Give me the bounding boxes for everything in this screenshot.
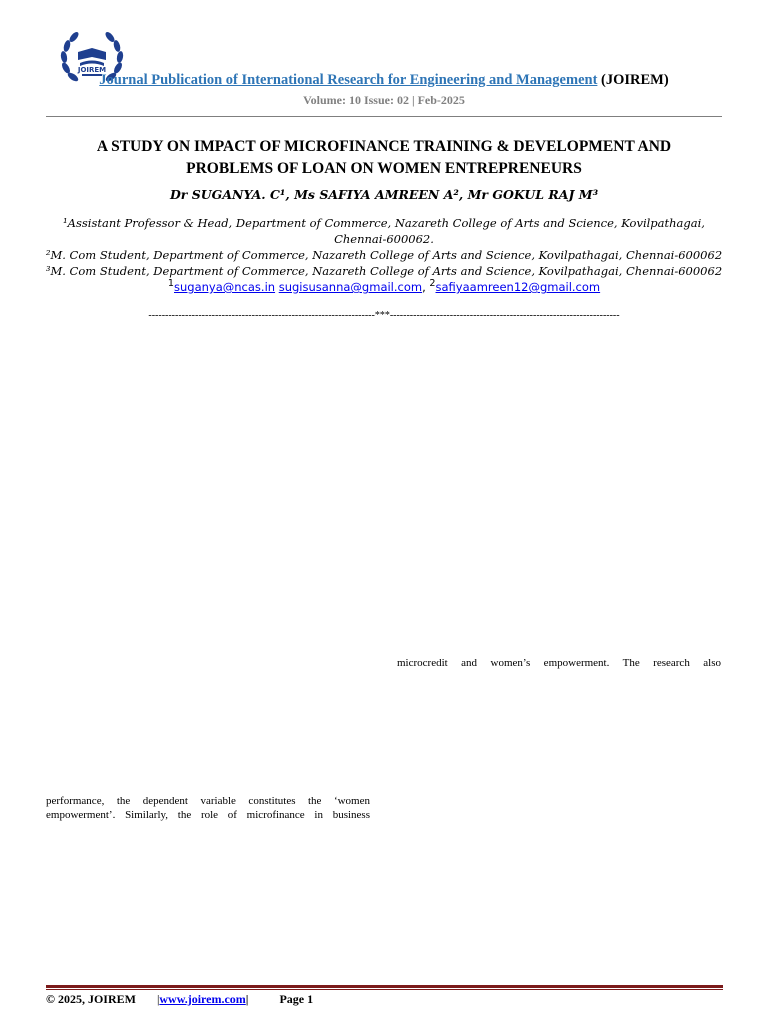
author-emails: [0, 278, 768, 294]
journal-title: [0, 72, 768, 89]
paper-title-line1: A STUDY ON IMPACT OF MICROFINANCE TRAINING & DEVELOPMENT AND: [96, 138, 672, 155]
left-fragment-line2: empowerment’. Similarly, the role of microfinance in business: [46, 809, 370, 821]
logo-text: JOIREM: [77, 66, 107, 74]
paper-title-line2: PROBLEMS OF LOAN ON WOMEN ENTREPRENEURS: [186, 160, 582, 177]
email-superscript-2: 2: [429, 278, 436, 289]
email-superscript-1: 1: [167, 278, 174, 289]
affiliation-1: [30, 215, 738, 247]
left-fragment-line1: performance, the dependent variable constitutes the ‘women: [46, 795, 370, 807]
author-list: Dr SUGANYA. C¹, Ms SAFIYA AMREEN A², Mr GOKUL RAJ M³: [169, 187, 599, 202]
email-link-sugisusanna[interactable]: sugisusanna@gmail.com: [278, 279, 423, 294]
header-divider: [46, 116, 722, 117]
page-footer: [46, 992, 313, 1007]
email-link-suganya[interactable]: suganya@ncas.in: [174, 279, 276, 294]
issue-info: Volume: 10 Issue: 02 | Feb-2025: [303, 93, 465, 107]
affiliation-1-line1: ¹Assistant Professor & Head, Department of Commerce, Nazareth College of Arts and Science, Kovilpathagai,: [63, 216, 705, 230]
footer-rule-thick: [46, 985, 723, 988]
email-link-safiyaamreen[interactable]: safiyaamreen12@gmail.com: [435, 279, 601, 294]
footer-website-link[interactable]: www.joirem.com: [159, 992, 246, 1006]
footer-url-close: |: [245, 992, 249, 1006]
footer-url-open: |: [156, 992, 160, 1006]
journal-abbreviation: (JOIREM): [601, 72, 669, 88]
section-separator: --------------------------------------------------------------------***---------------------------------------------------------------------: [148, 310, 620, 321]
page-number: Page 1: [279, 992, 314, 1006]
affiliation-1-line2: Chennai-600062.: [334, 232, 434, 246]
footer-copyright: © 2025, JOIREM: [46, 992, 136, 1006]
right-column-text-fragment: microcredit and women’s empowerment. The research also: [397, 657, 721, 669]
footer-rule-thin: [46, 989, 723, 990]
affiliation-2: ²M. Com Student, Department of Commerce, Nazareth College of Arts and Science, Kovilpathagai, Chennai-600062: [45, 248, 723, 262]
paper-title: [40, 136, 728, 180]
affiliation-3: ³M. Com Student, Department of Commerce, Nazareth College of Arts and Science, Kovilpathagai, Chennai-600062: [45, 264, 723, 278]
journal-name-link[interactable]: Journal Publication of International Research for Engineering and Management: [99, 72, 598, 88]
email-comma: ,: [422, 279, 426, 294]
left-column-text-fragment: [46, 794, 370, 822]
